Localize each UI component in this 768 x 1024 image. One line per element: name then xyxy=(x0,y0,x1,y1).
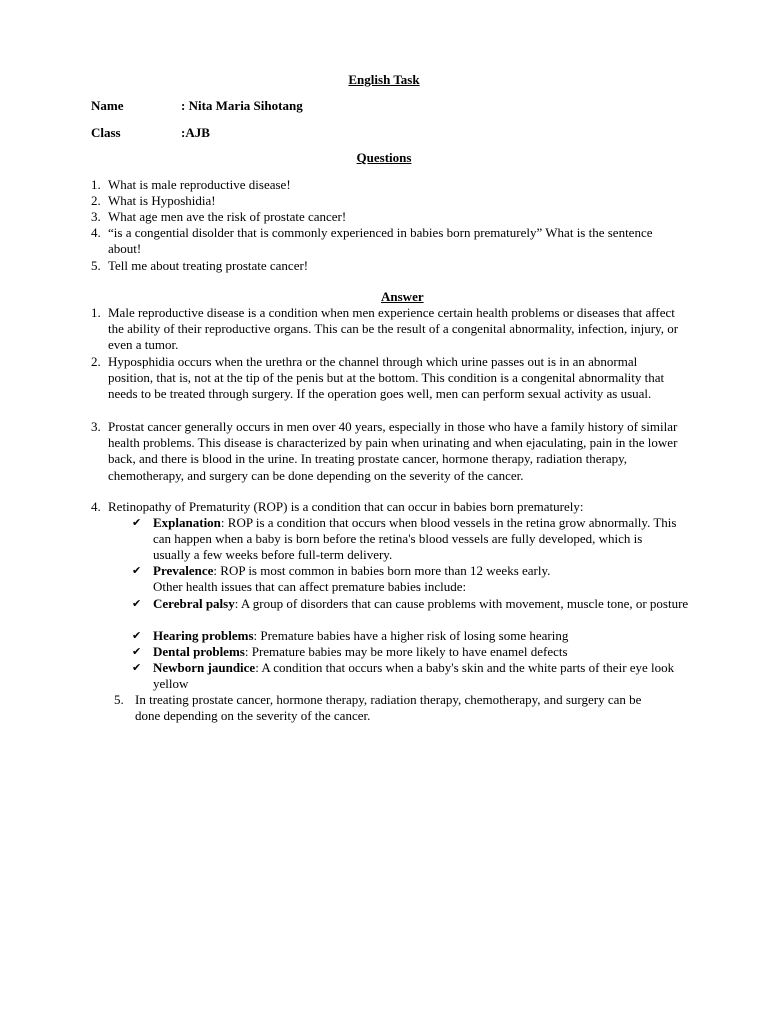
bullet-text: : Premature babies may be more likely to have enamel defects xyxy=(244,644,568,659)
bullet-text: : A group of disorders that can cause problems with movement, muscle tone, or posture xyxy=(234,596,689,611)
answer-text: Retinopathy of Prematurity (ROP) is a condition that can occur in babies born prematurely: xyxy=(108,499,584,514)
question-number: 2. xyxy=(91,193,101,208)
class-label: Class xyxy=(91,125,121,140)
question-item xyxy=(91,177,688,193)
bullet-text: : A condition that occurs when a baby's skin and the white parts of their eye look yellow xyxy=(153,660,675,692)
check-icon: ✔ xyxy=(132,629,142,642)
answer-text: Hyposphidia occurs when the urethra or the channel through which urine passes out is in an abnormal position, that is, not at the tip of the penis but at the bottom. This condition is a congenital abnormality that needs to be treated through surgery. If the operation goes well, men can perform sexual activity as usual. xyxy=(108,354,665,402)
bullet-term: Hearing problems xyxy=(153,628,254,643)
answer-number: 2. xyxy=(91,354,101,369)
answer-text: Prostat cancer generally occurs in men over 40 years, especially in those who have a family history of similar health problems. This disease is characterized by pain when urinating and when ejaculating, pain in the lower back, and there is blood in the urine. In treating prostate cancer, hormone therapy, radiation therapy, chemotherapy, and surgery can be done depending on the severity of the cancer. xyxy=(108,419,678,483)
class-value: :AJB xyxy=(181,125,210,140)
answer-text: In treating prostate cancer, hormone therapy, radiation therapy, chemotherapy, and surgery can be done depending on the severity of the cancer. xyxy=(135,692,642,724)
bullet-term: Prevalence xyxy=(153,563,214,578)
document-title: English Task xyxy=(348,72,420,87)
answer-text: Male reproductive disease is a condition when men experience certain health problems or diseases that affect the ability of their reproductive organs. This can be the result of a congenital abnormality, infection, injury, or even a tumor. xyxy=(108,305,679,353)
answer-heading: Answer xyxy=(381,289,424,304)
questions-heading: Questions xyxy=(356,150,412,165)
bullet-term: Explanation xyxy=(153,515,221,530)
name-value: : Nita Maria Sihotang xyxy=(181,98,303,113)
bullet-item xyxy=(132,628,701,644)
question-text: What age men ave the risk of prostate cancer! xyxy=(108,209,347,224)
bullet-item xyxy=(132,596,701,612)
check-icon: ✔ xyxy=(132,564,142,577)
question-item xyxy=(91,258,688,274)
question-number: 1. xyxy=(91,177,101,192)
bullet-text: : ROP is a condition that occurs when blood vessels in the retina grow abnormally. This can happen when a baby is born before the retina's blood vessels are fully developed, which is usually a few weeks before full-term delivery. xyxy=(153,515,677,563)
answer-number: 3. xyxy=(91,419,101,434)
check-icon: ✔ xyxy=(132,661,142,674)
question-text: Tell me about treating prostate cancer! xyxy=(108,258,309,273)
bullet-term: Newborn jaundice xyxy=(153,660,256,675)
answer-number: 5. xyxy=(114,692,124,707)
bullet-term: Cerebral palsy xyxy=(153,596,235,611)
bullet-item xyxy=(132,660,701,692)
question-text: “is a congential disolder that is commonly experienced in babies born prematurely” What is the sentence about! xyxy=(108,225,653,257)
check-icon: ✔ xyxy=(132,597,142,610)
bullet-text: : ROP is most common in babies born more than 12 weeks early. xyxy=(213,563,551,578)
bullet-item xyxy=(132,563,677,579)
answer-item xyxy=(91,354,682,403)
name-label: Name xyxy=(91,98,124,113)
bullet-term: Dental problems xyxy=(153,644,245,659)
answer-item xyxy=(91,305,682,354)
question-number: 3. xyxy=(91,209,101,224)
question-text: What is male reproductive disease! xyxy=(108,177,291,192)
check-icon: ✔ xyxy=(132,645,142,658)
question-item xyxy=(91,193,688,209)
check-icon: ✔ xyxy=(132,516,142,529)
bullet-item xyxy=(132,515,677,564)
answer-item xyxy=(91,419,682,484)
answer-item xyxy=(114,692,665,724)
answer-number: 1. xyxy=(91,305,101,320)
other-issues-text: Other health issues that can affect premature babies include: xyxy=(153,579,467,594)
question-number: 5. xyxy=(91,258,101,273)
question-text: What is Hyposhidia! xyxy=(108,193,216,208)
bullet-text: : Premature babies have a higher risk of losing some hearing xyxy=(253,628,569,643)
answer-item xyxy=(91,499,688,515)
bullet-item xyxy=(132,644,701,660)
question-number: 4. xyxy=(91,225,101,240)
question-item xyxy=(91,209,688,225)
question-item xyxy=(91,225,688,257)
answer-number: 4. xyxy=(91,499,101,514)
